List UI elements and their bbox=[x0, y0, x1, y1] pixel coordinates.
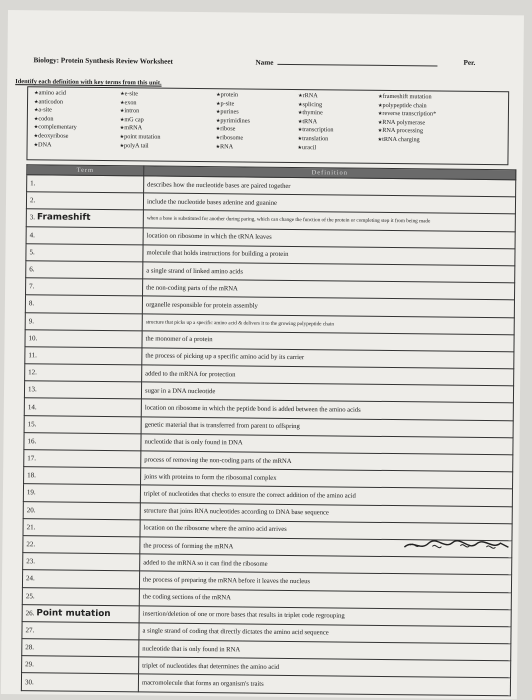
row-number: 7. bbox=[29, 282, 35, 291]
definition-cell: the process of forming the mRNA bbox=[140, 537, 512, 558]
term-answer-cell[interactable] bbox=[26, 192, 143, 210]
term: ★ ribose bbox=[216, 126, 250, 135]
worksheet-title: Biology: Protein Synthesis Review Worksheet bbox=[33, 56, 174, 66]
row-number: 13. bbox=[27, 385, 37, 394]
definition-cell: the process of picking up a specific amino acid by its carrier bbox=[142, 348, 514, 369]
term: ★ reverse transcription* bbox=[378, 110, 436, 119]
term-column-header: Term bbox=[27, 165, 144, 176]
row-number: 22. bbox=[26, 540, 36, 549]
term: ★ purines bbox=[216, 108, 250, 117]
definition-cell: a single strand of coding that directly dictates the amino acid sequence bbox=[139, 623, 511, 644]
term-bank bbox=[26, 86, 509, 165]
definition-cell: genetic material that is transferred from parent to offspring bbox=[141, 417, 513, 438]
term-column-4 bbox=[298, 92, 334, 153]
term-answer-cell[interactable] bbox=[21, 673, 138, 691]
term-answer-cell[interactable] bbox=[24, 415, 141, 433]
row-number: 29. bbox=[25, 660, 34, 669]
definition-cell: the coding sections of the mRNA bbox=[139, 588, 511, 609]
period-label: Per. bbox=[463, 58, 476, 67]
term-answer-cell[interactable] bbox=[26, 226, 143, 244]
row-number: 9. bbox=[28, 316, 35, 325]
row-number: 20. bbox=[26, 505, 36, 514]
definition-cell: the monomer of a protein bbox=[142, 331, 514, 352]
term-answer-cell[interactable] bbox=[26, 243, 143, 261]
term: ★ RNA processing bbox=[378, 127, 436, 136]
row-number: 25. bbox=[25, 591, 35, 600]
term: ★ RNA bbox=[216, 143, 250, 152]
row-number: 5. bbox=[29, 248, 35, 257]
term: ★ e-site bbox=[120, 90, 161, 99]
term-answer-cell[interactable] bbox=[23, 553, 140, 571]
row-number: 21. bbox=[26, 523, 36, 532]
definition-cell: molecule that holds instructions for building a protein bbox=[143, 245, 515, 266]
row-number: 27. bbox=[25, 626, 35, 635]
term-column-3 bbox=[216, 91, 251, 152]
term: ★ polyA tail bbox=[120, 142, 161, 151]
term-answer-cell[interactable] bbox=[26, 278, 143, 296]
term: ★ DNA bbox=[34, 141, 77, 150]
definition-cell: describes how the nucleotide bases are paired together bbox=[144, 176, 516, 197]
definition-cell: location on the ribosome where the amino acid arrives bbox=[140, 520, 512, 541]
definition-cell: structure that picks up a specific amino acid & delivers it to the growing polypeptide chain bbox=[142, 313, 514, 334]
definition-cell: nucleotide that is only found in DNA bbox=[141, 434, 513, 455]
term-answer-cell[interactable] bbox=[24, 433, 141, 451]
term-answer-cell[interactable] bbox=[23, 484, 140, 502]
term-answer-cell[interactable] bbox=[25, 329, 142, 347]
term: ★ anticodon bbox=[34, 98, 77, 107]
row-number: 12. bbox=[28, 368, 37, 377]
term-column-2 bbox=[120, 90, 161, 151]
name-label: Name bbox=[255, 58, 274, 67]
definition-cell: insertion/deletion of one or more bases that results in triplet code regrouping bbox=[139, 606, 511, 627]
handwritten-answer: Point mutation bbox=[36, 608, 111, 619]
row-number: 28. bbox=[25, 643, 35, 652]
term-answer-cell[interactable] bbox=[25, 364, 142, 382]
term: ★ complementary bbox=[34, 124, 77, 133]
term: ★ mG cap bbox=[120, 116, 161, 125]
term: ★ RNA polymerase bbox=[378, 119, 436, 128]
definition-cell: structure that joins RNA nucleotides according to DNA base sequence bbox=[140, 502, 512, 523]
name-blank-line bbox=[277, 64, 437, 67]
term-answer-cell[interactable] bbox=[25, 312, 142, 330]
row-number: 16. bbox=[27, 437, 37, 446]
term-answer-cell[interactable] bbox=[22, 656, 139, 674]
term-answer-cell[interactable] bbox=[26, 261, 143, 279]
definition-column-header: Definition bbox=[144, 166, 516, 180]
term-answer-cell[interactable] bbox=[27, 175, 144, 193]
term-answer-cell[interactable] bbox=[25, 347, 142, 365]
definition-cell: process of removing the non-coding parts of the mRNA bbox=[141, 451, 513, 472]
row-number: 26. bbox=[25, 608, 35, 618]
term-answer-cell[interactable] bbox=[22, 604, 139, 622]
row-number: 6. bbox=[29, 265, 35, 274]
worksheet-header bbox=[33, 56, 514, 67]
row-number: 19. bbox=[26, 488, 36, 497]
term: ★ intron bbox=[120, 107, 161, 116]
term: ★ a-site bbox=[34, 106, 77, 115]
term: ★ p-site bbox=[216, 100, 250, 109]
row-number: 14. bbox=[27, 402, 37, 411]
term: ★ tRNA charging bbox=[378, 136, 436, 145]
handwritten-answer: Frameshift bbox=[37, 212, 91, 224]
row-number: 30. bbox=[24, 677, 34, 686]
definition-cell: sugar in a DNA nucleotide bbox=[141, 382, 513, 403]
instructions: Identify each definition with key terms from this unit. bbox=[15, 78, 162, 87]
term-answer-cell[interactable] bbox=[24, 450, 141, 468]
term-answer-cell[interactable] bbox=[26, 209, 143, 227]
definition-cell: a single strand of linked amino acids bbox=[143, 262, 515, 283]
term: ★ mRNA bbox=[120, 125, 161, 134]
term-answer-cell[interactable] bbox=[23, 518, 140, 536]
row-number: 3. bbox=[29, 213, 36, 222]
term: ★ polypeptide chain bbox=[378, 101, 436, 110]
term: ★ pyrimidines bbox=[216, 117, 250, 126]
row-number: 4. bbox=[29, 230, 35, 239]
definition-cell: the non-coding parts of the mRNA bbox=[143, 279, 515, 300]
term-column-1 bbox=[34, 89, 78, 150]
term: ★ ribosome bbox=[216, 134, 250, 143]
term: ★ codon bbox=[34, 115, 77, 124]
definition-cell: organelle responsible for protein assembly bbox=[142, 296, 514, 317]
definition-cell: added to the mRNA so it can find the ribosome bbox=[140, 554, 512, 575]
row-number: 23. bbox=[26, 557, 36, 566]
term: ★ rRNA bbox=[298, 92, 334, 101]
term: ★ thymine bbox=[298, 109, 334, 118]
term-answer-cell[interactable] bbox=[25, 295, 142, 313]
row-number: 2. bbox=[29, 196, 36, 205]
row-number: 15. bbox=[27, 419, 37, 429]
term-answer-cell[interactable] bbox=[24, 467, 141, 485]
term: ★ deoxyribose bbox=[34, 132, 77, 141]
term: ★ splicing bbox=[298, 101, 334, 110]
term-column-5 bbox=[378, 93, 437, 145]
row-number: 17. bbox=[27, 454, 37, 463]
term-answer-cell[interactable] bbox=[23, 536, 140, 554]
term: ★ frameshift mutation bbox=[378, 93, 436, 102]
terms-definitions-table bbox=[21, 164, 516, 696]
row-number: 24. bbox=[26, 574, 35, 583]
term: ★ tRNA bbox=[298, 118, 334, 127]
worksheet-page bbox=[1, 10, 524, 699]
definition-cell: when a base is substituted for another during paring, which can change the function of the protein or completing step it from being made bbox=[143, 210, 515, 231]
term-answer-cell[interactable] bbox=[22, 622, 139, 640]
definition-cell: the process of preparing the mRNA before it leaves the nucleus bbox=[139, 571, 511, 592]
definition-cell: nucleotide that is only found in RNA bbox=[139, 640, 511, 661]
definition-cell: joins with proteins to form the ribosomal complex bbox=[141, 468, 513, 489]
term-answer-cell[interactable] bbox=[24, 398, 141, 416]
term: ★ protein bbox=[216, 91, 250, 100]
definition-cell: triplet of nucleotides that checks to ensure the correct addition of the amino acid bbox=[140, 485, 512, 506]
term-answer-cell[interactable] bbox=[22, 587, 139, 605]
term: ★ exon bbox=[120, 99, 161, 108]
definition-cell: triplet of nucleotides that determines the amino acid bbox=[139, 657, 511, 678]
term-answer-cell[interactable] bbox=[23, 501, 140, 519]
definition-cell: added to the mRNA for protection bbox=[142, 365, 514, 386]
term-answer-cell[interactable] bbox=[22, 570, 139, 588]
name-field bbox=[255, 59, 437, 69]
term: ★ point mutation bbox=[120, 133, 161, 142]
term-answer-cell[interactable] bbox=[24, 381, 141, 399]
term: ★ translation bbox=[298, 135, 334, 144]
term: ★ transcription bbox=[298, 126, 334, 135]
definition-cell: include the nucleotide bases adenine and guanine bbox=[143, 193, 515, 214]
row-number: 11. bbox=[28, 351, 37, 360]
term: ★ amino acid bbox=[34, 89, 77, 98]
definition-cell: location on ribosome in which the tRNA leaves bbox=[143, 227, 515, 248]
row-number: 8. bbox=[28, 299, 35, 308]
definition-cell: macromolecule that forms an organism's traits bbox=[138, 674, 510, 695]
handwritten-scribble bbox=[402, 537, 512, 554]
row-number: 10. bbox=[28, 334, 38, 343]
term-answer-cell[interactable] bbox=[22, 639, 139, 657]
term: ★ uracil bbox=[298, 144, 334, 153]
definition-cell: location on ribosome in which the peptide bond is added between the amino acids bbox=[141, 399, 513, 420]
row-number: 18. bbox=[27, 471, 36, 480]
row-number: 1. bbox=[30, 179, 36, 188]
